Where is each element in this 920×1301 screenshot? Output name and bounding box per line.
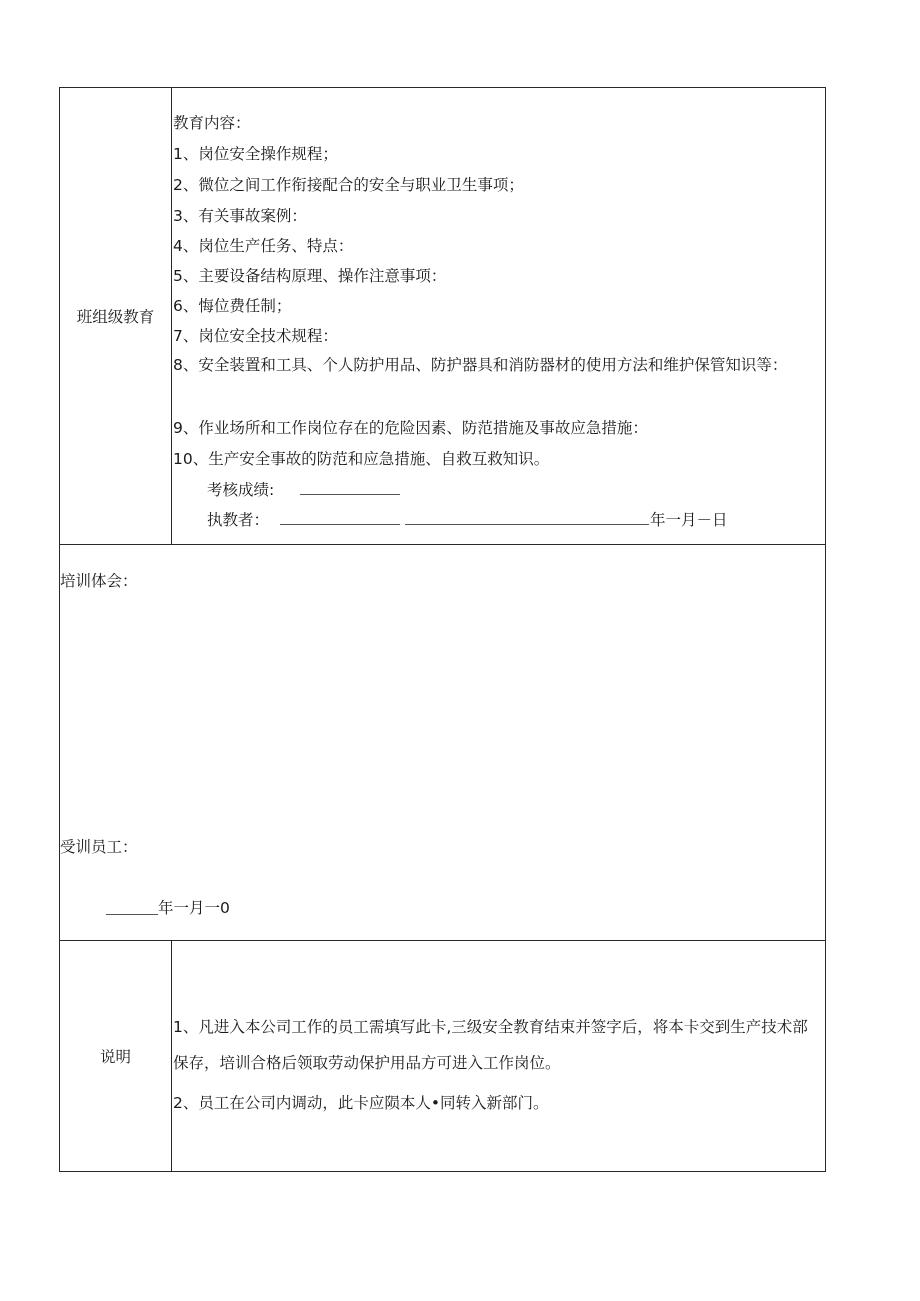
- teacher-blank[interactable]: [280, 524, 400, 525]
- label-column-divider-top: [171, 87, 172, 544]
- education-item: 5、主要设备结构原理、操作注意事项：: [173, 267, 447, 285]
- trainee-label: 受训员工：: [60, 838, 138, 856]
- education-item: 10、生产安全事故的防范和应急措施、自救互救知识。: [173, 450, 550, 468]
- trainee-date-text: 年一月一0: [158, 899, 230, 917]
- education-item: 9、作业场所和工作岗位存在的危险因素、防范措施及事故应急措施：: [173, 419, 648, 437]
- label-column-divider-bottom: [171, 940, 172, 1171]
- notes-content: [173, 941, 818, 1171]
- training-reflection-label: 培训体会：: [60, 572, 138, 590]
- education-heading: 教育内容：: [173, 114, 251, 132]
- education-item: 6、悔位费任制；: [173, 297, 292, 315]
- education-item: 2、微位之间工作衔接配合的安全与职业卫生事项；: [173, 176, 524, 194]
- trainee-date-blank[interactable]: [106, 914, 158, 915]
- score-label: 考核成绩:: [207, 481, 275, 499]
- education-item: 8、安全装置和工具、个人防护用品、防护器具和消防器材的使用方法和维护保管知识等：: [173, 356, 788, 374]
- table-border-bottom: [59, 1171, 826, 1172]
- teacher-date-suffix: 年一月－日: [650, 511, 728, 529]
- table-divider-1: [59, 544, 826, 545]
- table-border-right: [825, 87, 826, 1172]
- note-item: 1、凡进入本公司工作的员工需填写此卡,三级安全教育结束并签字后，将本卡交到生产技术部保存，培训合格后领取劳动保护用品方可进入工作岗位。: [173, 1018, 808, 1072]
- education-item: 1、岗位安全操作规程；: [173, 145, 338, 163]
- education-item: 4、岗位生产任务、特点：: [173, 237, 354, 255]
- team-education-label: 班组级教育: [76, 308, 155, 326]
- education-item: 3、有关事故案例：: [173, 207, 307, 225]
- score-blank[interactable]: [300, 494, 400, 495]
- teacher-label: 执教者：: [207, 511, 270, 529]
- education-item: 7、岗位安全技术规程：: [173, 327, 338, 345]
- education-content: [173, 88, 818, 544]
- notes-label: 说明: [99, 1048, 131, 1066]
- teacher-date-blank[interactable]: [405, 524, 649, 525]
- note-item: 2、员工在公司内调动，此卡应陨本人•同转入新部门。: [173, 1094, 549, 1112]
